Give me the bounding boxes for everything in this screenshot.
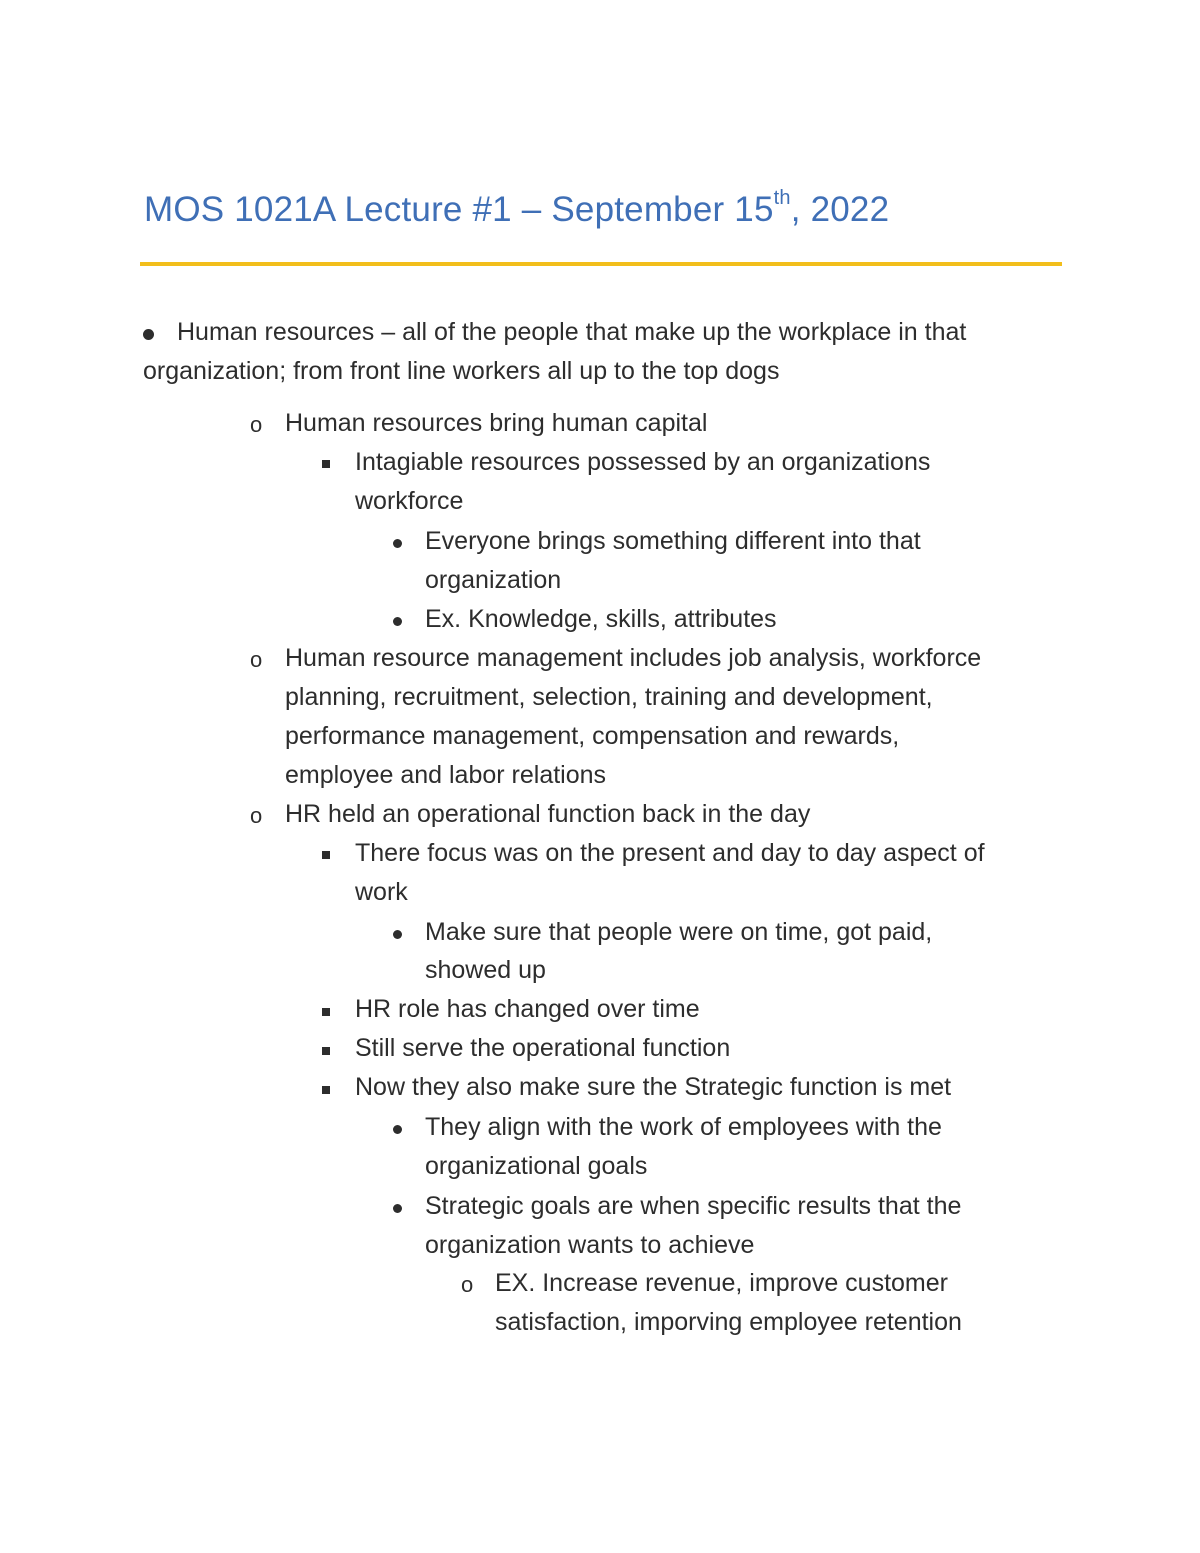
note-line: They align with the work of employees with the: [425, 1113, 942, 1141]
note-line: planning, recruitment, selection, training and development,: [285, 683, 933, 711]
note-line: Still serve the operational function: [355, 1034, 731, 1062]
bullet-square-icon: [322, 441, 330, 480]
note-line: employee and labor relations: [285, 761, 607, 789]
bullet-dot-icon: [393, 1107, 402, 1146]
note-line: satisfaction, imporving employee retention: [495, 1308, 962, 1336]
bullet-circle-icon: o: [250, 412, 263, 437]
note-line: work: [355, 878, 408, 906]
title-tail: , 2022: [790, 190, 890, 229]
note-line: Human resources bring human capital: [285, 409, 708, 437]
note-line: organizational goals: [425, 1152, 648, 1180]
note-line: HR held an operational function back in the day: [285, 800, 811, 828]
note-line: organization: [425, 566, 562, 594]
bullet-dot-icon: [393, 599, 402, 638]
bullet-square-icon: [322, 1067, 330, 1106]
note-line: Ex. Knowledge, skills, attributes: [425, 605, 777, 633]
bullet-dot-icon: [393, 1186, 402, 1225]
note-line: There focus was on the present and day to day aspect of: [355, 839, 985, 867]
note-line: showed up: [425, 956, 546, 984]
bullet-square-icon: [322, 1028, 330, 1067]
bullet-circle-icon: o: [250, 803, 263, 828]
bullet-circle-icon: o: [461, 1272, 474, 1297]
note-line: Make sure that people were on time, got paid,: [425, 918, 933, 946]
page-title: [144, 187, 890, 230]
note-line: Strategic goals are when specific results that the: [425, 1192, 962, 1220]
bullet-square-icon: [322, 832, 330, 871]
title-superscript: th: [773, 187, 791, 210]
note-line: workforce: [355, 487, 464, 515]
note-line: Intagiable resources possessed by an organizations: [355, 448, 931, 476]
note-line: Now they also make sure the Strategic function is met: [355, 1073, 952, 1101]
note-line: Human resources – all of the people that make up the workplace in that: [177, 318, 967, 346]
note-line: organization wants to achieve: [425, 1231, 755, 1259]
note-line: Human resource management includes job analysis, workforce: [285, 644, 982, 672]
bullet-dot-icon: [143, 313, 154, 352]
note-line: performance management, compensation and rewards,: [285, 722, 900, 750]
title-underline-rule: [140, 262, 1062, 266]
note-line: Everyone brings something different into that: [425, 527, 921, 555]
title-main: MOS 1021A Lecture #1 – September 15: [144, 190, 774, 229]
note-line: EX. Increase revenue, improve customer: [495, 1269, 948, 1297]
bullet-square-icon: [322, 989, 330, 1028]
bullet-dot-icon: [393, 912, 402, 951]
note-line: HR role has changed over time: [355, 995, 700, 1023]
bullet-circle-icon: o: [250, 647, 263, 672]
note-line: organization; from front line workers all up to the top dogs: [143, 357, 780, 385]
bullet-dot-icon: [393, 521, 402, 560]
